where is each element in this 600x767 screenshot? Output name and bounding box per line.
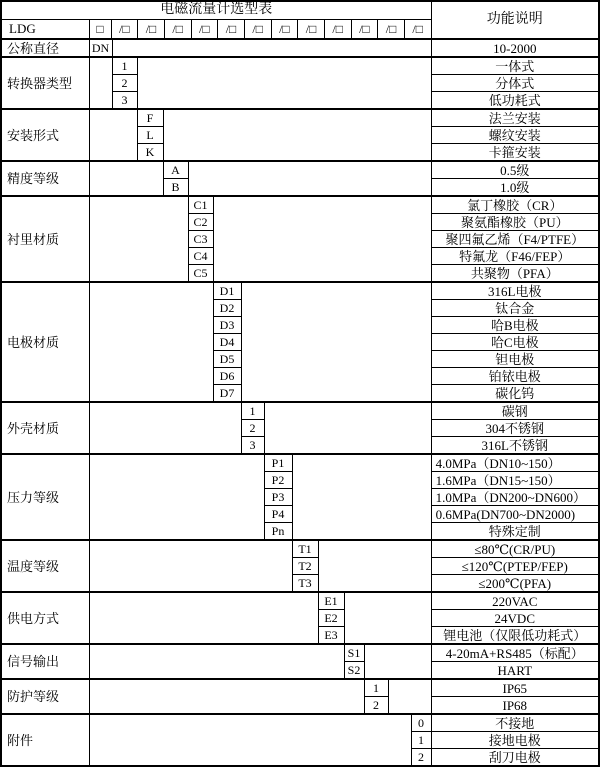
slot-box-icon: /□ bbox=[271, 20, 298, 39]
desc-cell: 不接地 bbox=[431, 714, 599, 732]
code-cell: 1 bbox=[364, 679, 388, 697]
filler-cell bbox=[292, 454, 431, 540]
code-cell: T3 bbox=[292, 575, 318, 593]
desc-cell: 4-20mA+RS485（标配） bbox=[431, 644, 599, 662]
desc-cell: IP68 bbox=[431, 697, 599, 715]
function-column-header: 功能说明 bbox=[431, 1, 599, 39]
category-cell: 精度等级 bbox=[1, 161, 89, 196]
category-cell: 温度等级 bbox=[1, 540, 89, 592]
category-cell: 附件 bbox=[1, 714, 89, 766]
code-cell: DN bbox=[89, 39, 112, 57]
category-cell: 电极材质 bbox=[1, 282, 89, 402]
filler-cell bbox=[89, 714, 411, 766]
desc-cell: 钽电极 bbox=[431, 351, 599, 368]
filler-cell bbox=[89, 540, 292, 592]
filler-cell bbox=[89, 402, 241, 454]
desc-cell: 聚四氟乙烯（F4/PTFE） bbox=[431, 231, 599, 248]
filler-cell bbox=[241, 282, 431, 402]
slot-box-icon: /□ bbox=[164, 20, 191, 39]
desc-cell: 1.6MPa（DN15~150） bbox=[431, 472, 599, 489]
code-cell: E1 bbox=[318, 592, 344, 610]
slot-box-icon: /□ bbox=[377, 20, 404, 39]
slot-box-icon: /□ bbox=[324, 20, 351, 39]
filler-cell bbox=[89, 161, 163, 196]
code-cell: 1 bbox=[411, 732, 431, 749]
code-cell: F bbox=[137, 109, 163, 127]
filler-cell bbox=[112, 39, 431, 57]
desc-cell: 分体式 bbox=[431, 75, 599, 92]
filler-cell bbox=[89, 109, 137, 161]
desc-cell: 4.0MPa（DN10~150） bbox=[431, 454, 599, 472]
model-prefix: LDG bbox=[1, 19, 89, 39]
slot-box-icon: /□ bbox=[217, 20, 244, 39]
desc-cell: 聚氨酯橡胶（PU） bbox=[431, 214, 599, 231]
code-cell: P1 bbox=[264, 454, 292, 472]
slot-box-icon: /□ bbox=[137, 20, 164, 39]
desc-cell: 钛合金 bbox=[431, 300, 599, 317]
desc-cell: 0.6MPa(DN700~DN2000) bbox=[431, 506, 599, 523]
filler-cell bbox=[89, 679, 364, 714]
code-cell: 0 bbox=[411, 714, 431, 732]
code-cell: 2 bbox=[411, 749, 431, 767]
code-cell: 2 bbox=[364, 697, 388, 715]
desc-cell: 刮刀电极 bbox=[431, 749, 599, 767]
desc-cell: 10-2000 bbox=[431, 39, 599, 57]
category-cell: 防护等级 bbox=[1, 679, 89, 714]
code-cell: E2 bbox=[318, 610, 344, 627]
slot-box-icon: /□ bbox=[244, 20, 271, 39]
desc-cell: HART bbox=[431, 662, 599, 680]
slot-box-icon: /□ bbox=[111, 20, 138, 39]
slot-box-icon: /□ bbox=[191, 20, 218, 39]
desc-cell: ≤200℃(PFA) bbox=[431, 575, 599, 593]
filler-cell bbox=[213, 196, 431, 282]
code-cell: T1 bbox=[292, 540, 318, 558]
slot-row bbox=[90, 20, 431, 39]
desc-cell: 碳钢 bbox=[431, 402, 599, 420]
code-cell: D1 bbox=[213, 282, 241, 300]
desc-cell: 锂电池（仅限低功耗式） bbox=[431, 627, 599, 645]
filler-cell bbox=[89, 644, 344, 679]
code-cell: 1 bbox=[112, 57, 137, 75]
slot-box-icon: /□ bbox=[351, 20, 378, 39]
code-cell: D7 bbox=[213, 385, 241, 403]
desc-cell: 共聚物（PFA） bbox=[431, 265, 599, 283]
code-cell: D2 bbox=[213, 300, 241, 317]
category-cell: 供电方式 bbox=[1, 592, 89, 644]
desc-cell: 0.5级 bbox=[431, 161, 599, 179]
code-cell: T2 bbox=[292, 558, 318, 575]
category-cell: 转换器类型 bbox=[1, 57, 89, 109]
desc-cell: 特氟龙（F46/FEP） bbox=[431, 248, 599, 265]
category-cell: 压力等级 bbox=[1, 454, 89, 540]
filler-cell bbox=[137, 57, 431, 109]
category-cell: 外壳材质 bbox=[1, 402, 89, 454]
code-cell: P2 bbox=[264, 472, 292, 489]
desc-cell: 碳化钨 bbox=[431, 385, 599, 403]
desc-cell: 316L电极 bbox=[431, 282, 599, 300]
desc-cell: 铂铱电极 bbox=[431, 368, 599, 385]
desc-cell: 1.0MPa（DN200~DN600） bbox=[431, 489, 599, 506]
desc-cell: 一体式 bbox=[431, 57, 599, 75]
slot-box-icon: □ bbox=[96, 21, 104, 36]
code-cell: C5 bbox=[188, 265, 213, 283]
code-cell: S1 bbox=[344, 644, 364, 662]
desc-cell: 24VDC bbox=[431, 610, 599, 627]
desc-cell: 螺纹安装 bbox=[431, 127, 599, 144]
filler-cell bbox=[388, 679, 431, 714]
code-cell: 1 bbox=[241, 402, 264, 420]
desc-cell: 氯丁橡胶（CR） bbox=[431, 196, 599, 214]
code-cell: C1 bbox=[188, 196, 213, 214]
filler-cell bbox=[264, 402, 431, 454]
filler-cell bbox=[163, 109, 431, 161]
filler-cell bbox=[318, 540, 431, 592]
desc-cell: 卡箍安装 bbox=[431, 144, 599, 162]
code-cell: 2 bbox=[241, 420, 264, 437]
desc-cell: 220VAC bbox=[431, 592, 599, 610]
code-cell: D4 bbox=[213, 334, 241, 351]
filler-cell bbox=[89, 592, 318, 644]
desc-cell: 304不锈钢 bbox=[431, 420, 599, 437]
table-title: 电磁流量计选型表 bbox=[1, 1, 431, 19]
code-cell: 2 bbox=[112, 75, 137, 92]
desc-cell: ≤80℃(CR/PU) bbox=[431, 540, 599, 558]
code-cell: D5 bbox=[213, 351, 241, 368]
code-cell: A bbox=[163, 161, 188, 179]
code-cell: 3 bbox=[112, 92, 137, 110]
code-cell: D3 bbox=[213, 317, 241, 334]
code-cell: C2 bbox=[188, 214, 213, 231]
filler-cell bbox=[89, 454, 264, 540]
code-cell: P4 bbox=[264, 506, 292, 523]
desc-cell: 低功耗式 bbox=[431, 92, 599, 110]
code-cell: 3 bbox=[241, 437, 264, 455]
desc-cell: 接地电极 bbox=[431, 732, 599, 749]
category-cell: 安装形式 bbox=[1, 109, 89, 161]
desc-cell: 法兰安装 bbox=[431, 109, 599, 127]
slot-box-icon: /□ bbox=[297, 20, 324, 39]
filler-cell bbox=[188, 161, 431, 196]
model-code-slots bbox=[89, 19, 431, 39]
category-cell: 公称直径 bbox=[1, 39, 89, 57]
desc-cell: 哈C电极 bbox=[431, 334, 599, 351]
desc-cell: 特殊定制 bbox=[431, 523, 599, 541]
code-cell: B bbox=[163, 179, 188, 197]
filler-cell bbox=[89, 282, 213, 402]
desc-cell: ≤120℃(PTEP/FEP) bbox=[431, 558, 599, 575]
code-cell: L bbox=[137, 127, 163, 144]
desc-cell: IP65 bbox=[431, 679, 599, 697]
filler-cell bbox=[89, 196, 188, 282]
desc-cell: 316L不锈钢 bbox=[431, 437, 599, 455]
filler-cell bbox=[364, 644, 431, 679]
code-cell: C4 bbox=[188, 248, 213, 265]
code-cell: Pn bbox=[264, 523, 292, 541]
slot-box-icon: /□ bbox=[404, 20, 431, 39]
category-cell: 信号输出 bbox=[1, 644, 89, 679]
category-cell: 衬里材质 bbox=[1, 196, 89, 282]
code-cell: S2 bbox=[344, 662, 364, 680]
code-cell: E3 bbox=[318, 627, 344, 645]
code-cell: K bbox=[137, 144, 163, 162]
desc-cell: 1.0级 bbox=[431, 179, 599, 197]
code-cell: C3 bbox=[188, 231, 213, 248]
code-cell: P3 bbox=[264, 489, 292, 506]
filler-cell bbox=[89, 57, 112, 109]
desc-cell: 哈B电极 bbox=[431, 317, 599, 334]
filler-cell bbox=[344, 592, 431, 644]
code-cell: D6 bbox=[213, 368, 241, 385]
